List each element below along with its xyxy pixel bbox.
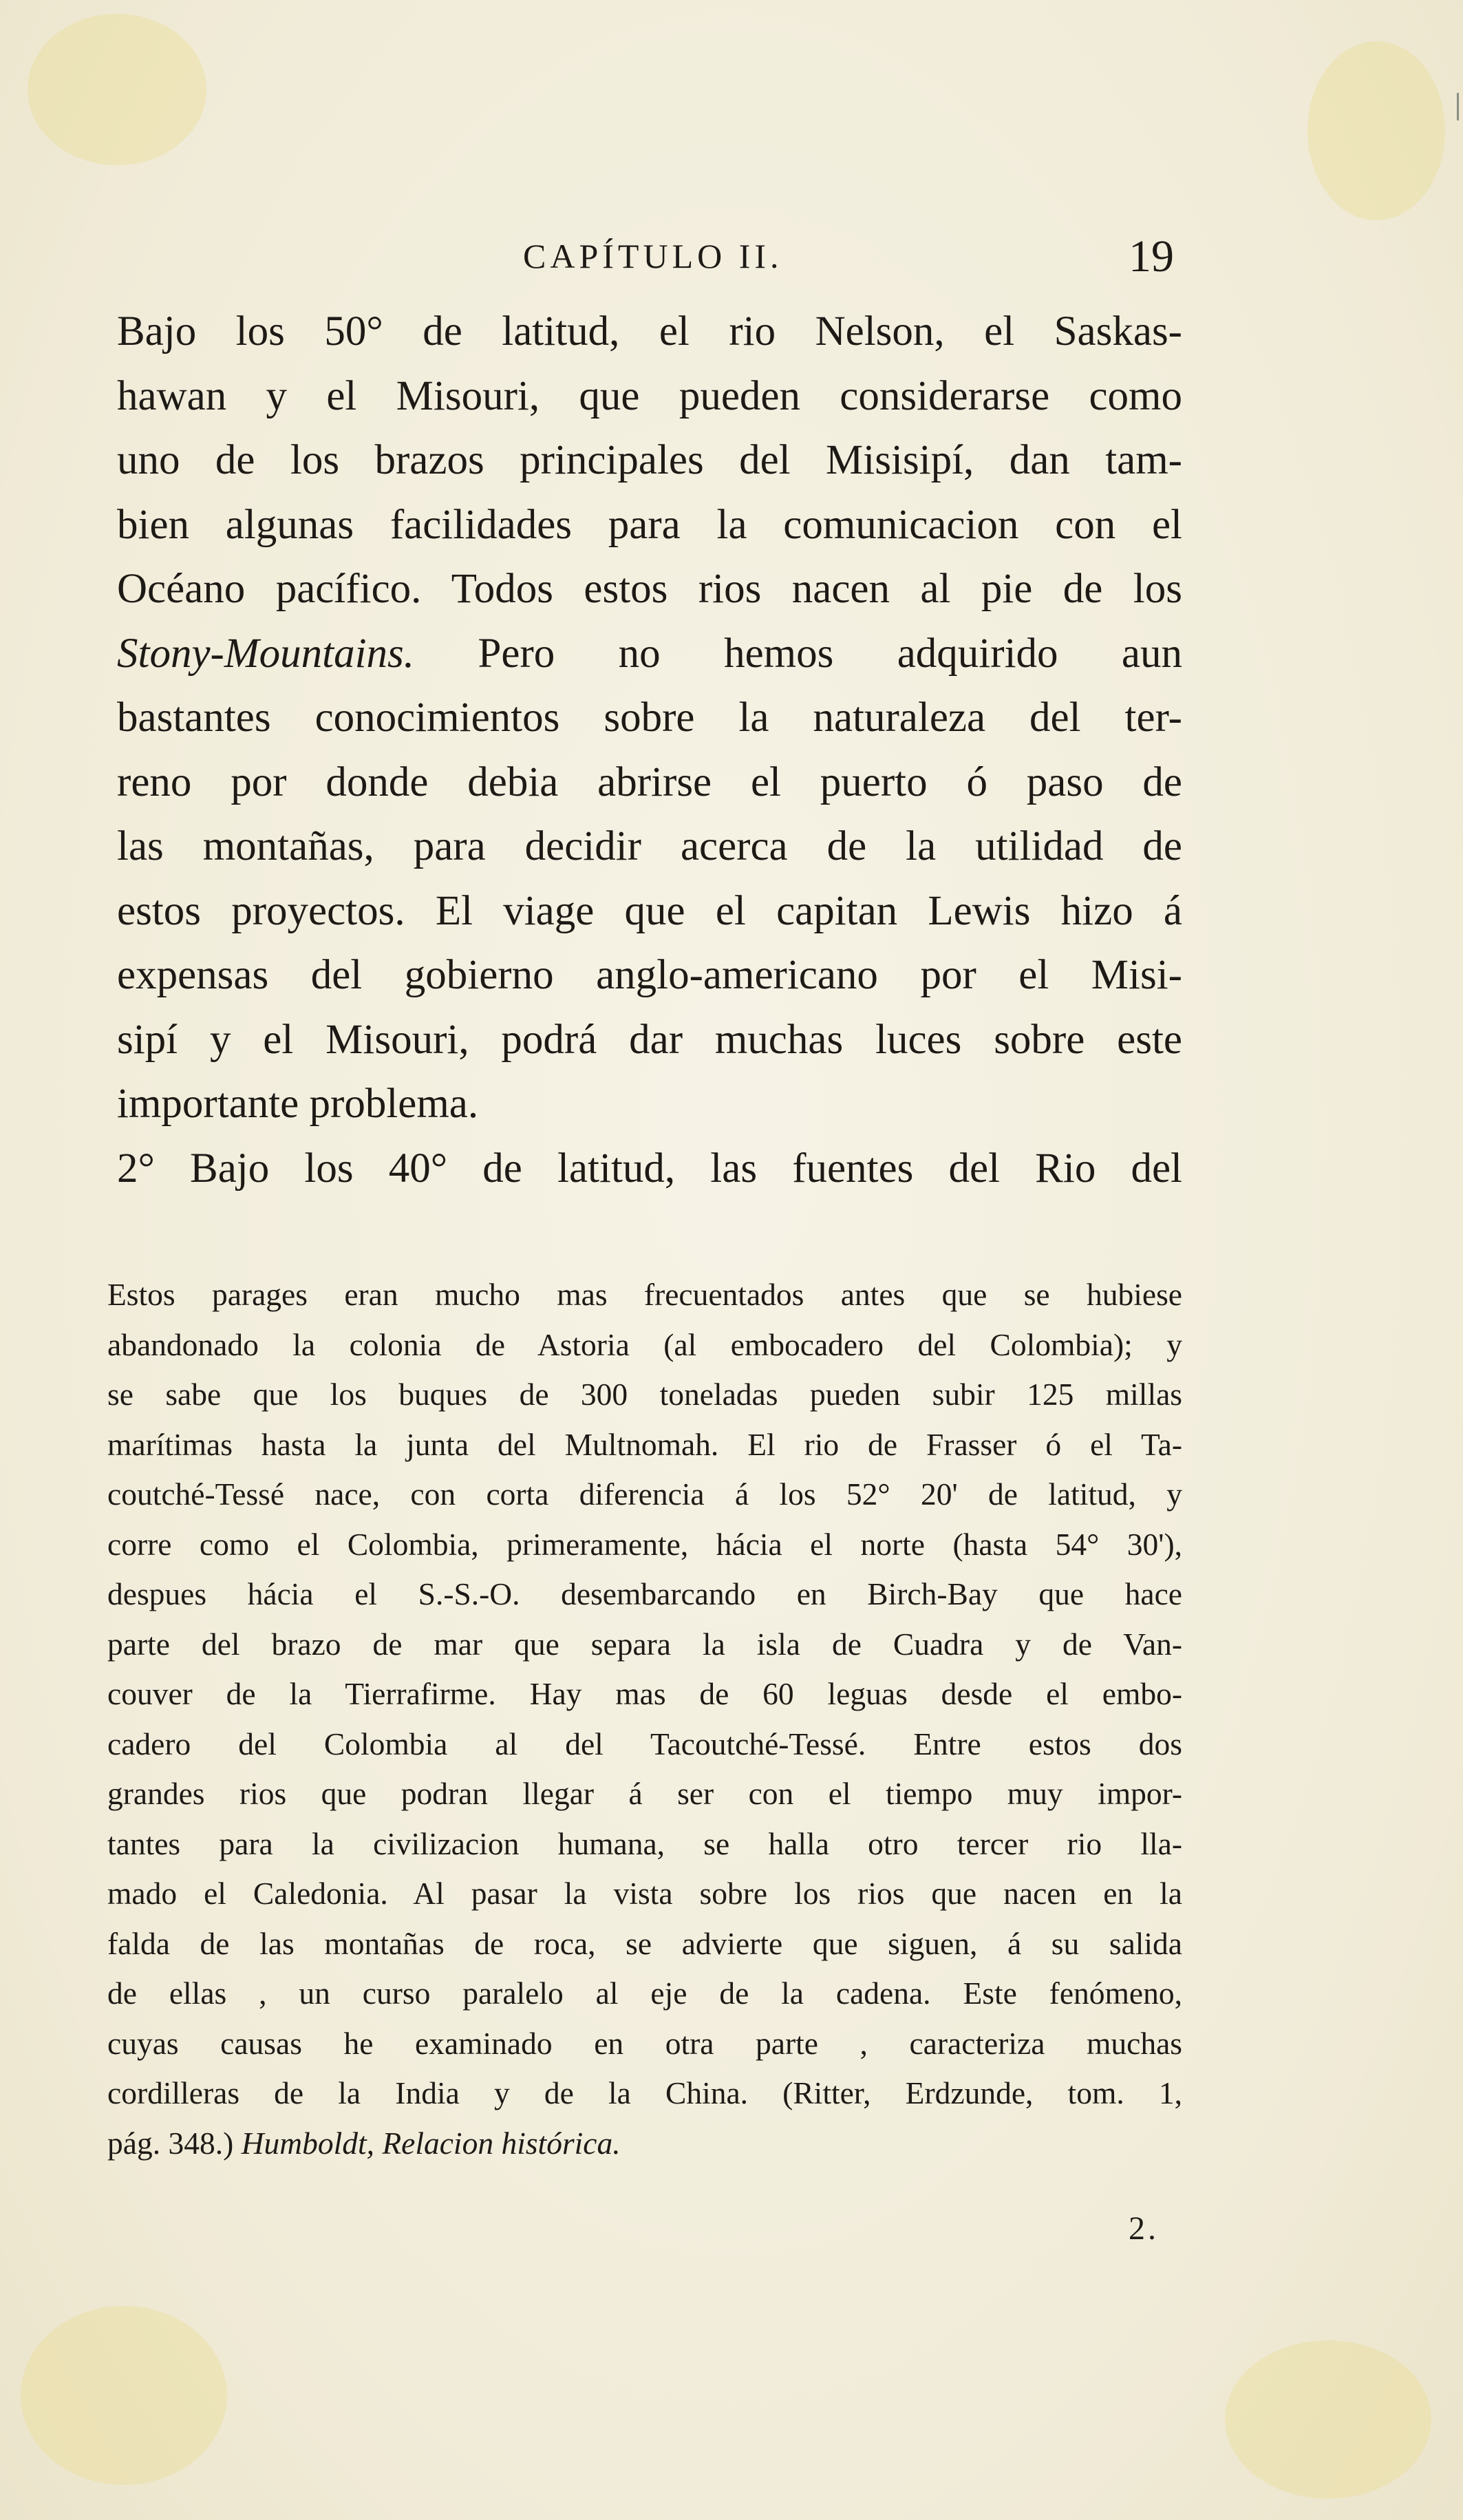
paper-stain: [1225, 2340, 1431, 2499]
italic-term: Stony-Mountains.: [117, 630, 415, 677]
text-run: pág. 348.): [107, 2125, 242, 2161]
text-line: reno por donde debia abrirse el puerto ó paso de: [117, 759, 1182, 805]
text-line: sipí y el Misouri, podrá dar muchas luces sobre este: [117, 1016, 1182, 1063]
footnote: [107, 1270, 1182, 2168]
footnote-line: cordilleras de la India y de la China. (Ritter, Erdzunde, tom. 1,: [107, 2075, 1182, 2110]
footnote-line: Estos parages eran mucho mas frecuentados antes que se hubiese: [107, 1277, 1182, 1312]
running-header: [0, 231, 1463, 293]
signature-mark: 2.: [1129, 2210, 1159, 2247]
citation-italic: Humboldt, Relacion histórica.: [241, 2125, 621, 2161]
footnote-line: abandonado la colonia de Astoria (al embocadero del Colombia); y: [107, 1326, 1182, 1362]
footnote-line: falda de las montañas de roca, se advierte que siguen, á su salida: [107, 1925, 1182, 1961]
footnote-line: parte del brazo de mar que separa la isla de Cuadra y de Van-: [107, 1626, 1182, 1662]
footnote-line: coutché-Tessé nace, con corta diferencia á los 52° 20' de latitud, y: [107, 1476, 1182, 1512]
page-number: 19: [1129, 231, 1174, 282]
main-text: [117, 299, 1182, 1200]
text-line: las montañas, para decidir acerca de la utilidad de: [117, 823, 1182, 869]
page-edge-mark: [1457, 93, 1459, 120]
text-line: [117, 622, 1182, 686]
paper-stain: [1307, 41, 1445, 220]
text-line: importante problema.: [117, 1081, 479, 1127]
text-line: Océano pacífico. Todos estos rios nacen al pie de los: [117, 566, 1182, 612]
footnote-line: cadero del Colombia al del Tacoutché-Tessé. Entre estos dos: [107, 1726, 1182, 1761]
footnote-line: grandes rios que podran llegar á ser con el tiempo muy impor-: [107, 1776, 1182, 1811]
footnote-line: marítimas hasta la junta del Multnomah. El rio de Frasser ó el Ta-: [107, 1426, 1182, 1462]
footnote-line: [107, 2119, 1182, 2169]
footnote-line: cuyas causas he examinado en otra parte , caracteriza muchas: [107, 2025, 1182, 2061]
text-line: hawan y el Misouri, que pueden considerarse como: [117, 372, 1182, 419]
text-line: uno de los brazos principales del Misisipí, dan tam-: [117, 437, 1182, 483]
text-line: bien algunas facilidades para la comunicacion con el: [117, 501, 1182, 548]
footnote-line: couver de la Tierrafirme. Hay mas de 60 leguas desde el embo-: [107, 1676, 1182, 1711]
paper-stain: [21, 2306, 227, 2485]
paper-stain: [28, 14, 206, 165]
footnote-line: se sabe que los buques de 300 toneladas pueden subir 125 millas: [107, 1377, 1182, 1412]
footnote-line: mado el Caledonia. Al pasar la vista sobre los rios que nacen en la: [107, 1876, 1182, 1911]
text-line: bastantes conocimientos sobre la naturaleza del ter-: [117, 695, 1182, 741]
text-line: estos proyectos. El viage que el capitan Lewis hizo á: [117, 887, 1182, 934]
text-line: 2° Bajo los 40° de latitud, las fuentes del Rio del: [117, 1145, 1182, 1192]
text-line: expensas del gobierno anglo-americano por el Misi-: [117, 952, 1182, 998]
footnote-line: de ellas , un curso paralelo al eje de la cadena. Este fenómeno,: [107, 1976, 1182, 2011]
text-line: Bajo los 50° de latitud, el rio Nelson, el Saskas-: [117, 308, 1182, 354]
footnote-line: corre como el Colombia, primeramente, hácia el norte (hasta 54° 30'),: [107, 1526, 1182, 1562]
running-title: CAPÍTULO II.: [523, 237, 783, 275]
text-run: Pero no hemos adquirido aun: [414, 630, 1182, 677]
footnote-line: despues hácia el S.-S.-O. desembarcando en Birch-Bay que hace: [107, 1576, 1182, 1611]
footnote-line: tantes para la civilizacion humana, se halla otro tercer rio lla-: [107, 1825, 1182, 1861]
